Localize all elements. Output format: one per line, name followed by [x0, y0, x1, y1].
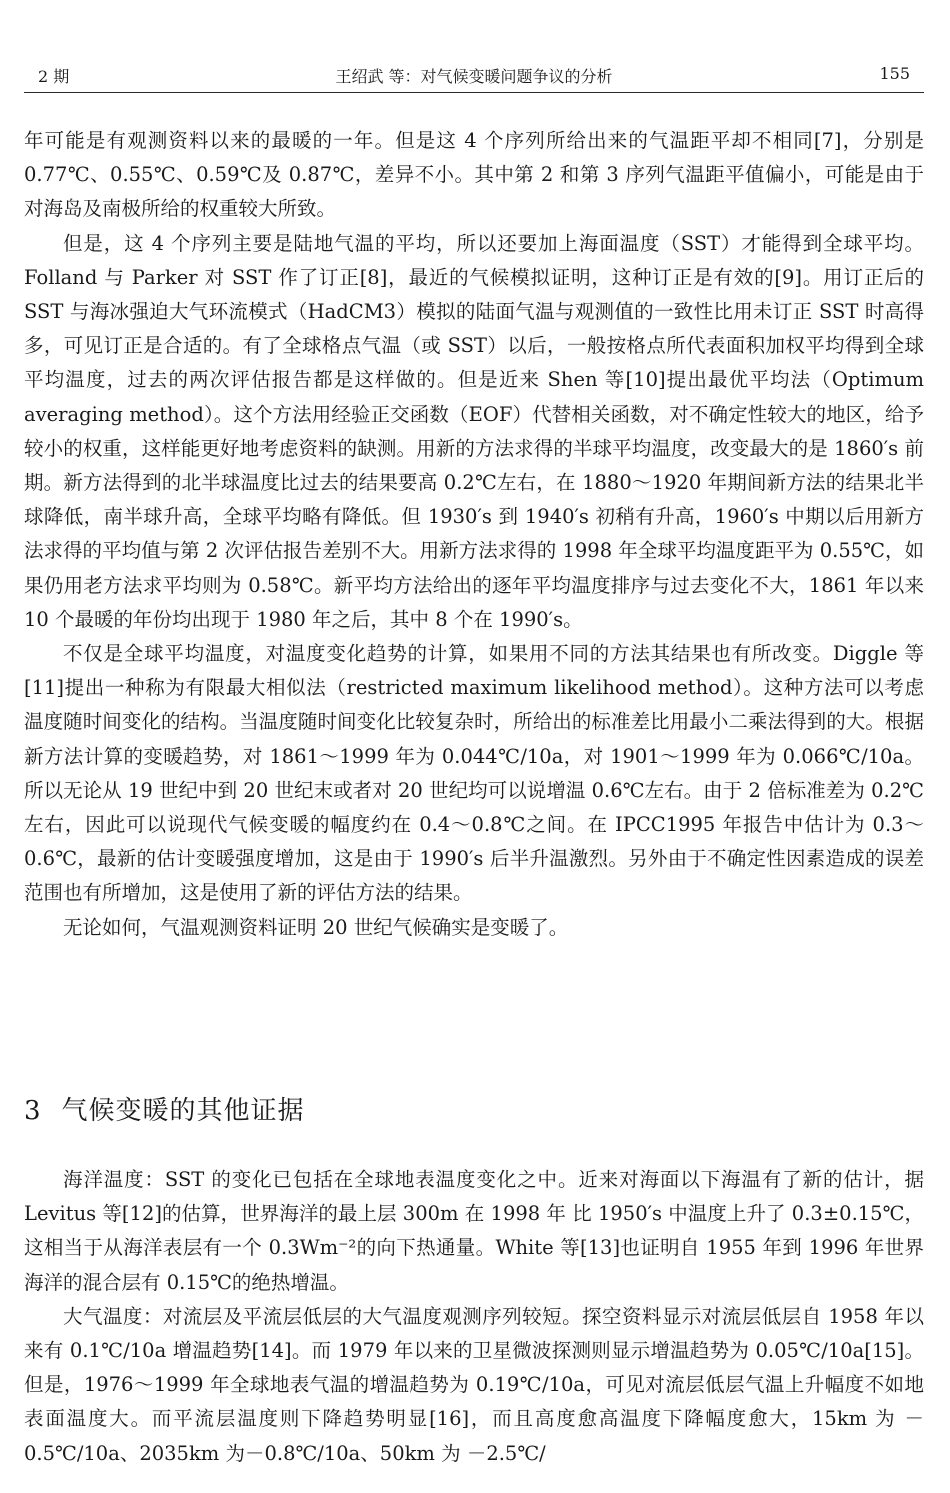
body-text-section-3 [24, 1163, 924, 1471]
section-number: 3 [24, 1096, 42, 1126]
body-text-section-2 [24, 124, 924, 945]
page-number: 155 [879, 64, 910, 83]
paragraph: 不仅是全球平均温度，对温度变化趋势的计算，如果用不同的方法其结果也有所改变。Diggle 等[11]提出一种称为有限最大相似法（restricted maximum likelihood method）。这种方法可以考虑温度随时间变化的结构。当温度随时间变化比较复杂时，所给出的标准差比用最小二乘法得到的大。根据新方法计算的变暖趋势，对 1861～1999 年为 0.044℃/10a，对 1901～1999 年为 0.066℃/10a。所以无论从 19 世纪中到 20 世纪末或者对 20 世纪均可以说增温 0.6℃左右。由于 2 倍标准差为 0.2℃左右，因此可以说现代气候变暖的幅度约在 0.4～0.8℃之间。在 IPCC1995 年报告中估计为 0.3～0.6℃，最新的估计变暖强度增加，这是由于 1990′s 后半升温激烈。另外由于不确定性因素造成的误差范围也有所增加，这是使用了新的评估方法的结果。 [24, 642, 924, 905]
running-header [24, 58, 924, 93]
section-heading [24, 1093, 305, 1129]
paragraph: 年可能是有观测资料以来的最暖的一年。但是这 4 个序列所给出来的气温距平却不相同[7]，分别是 0.77℃、0.55℃、0.59℃及 0.87℃，差异不小。其中第 2 和第 3 序列气温距平值偏小，可能是由于对海岛及南极所给的权重较大所致。 [24, 129, 924, 221]
paragraph: 大气温度：对流层及平流层低层的大气温度观测序列较短。探空资料显示对流层低层自 1958 年以来有 0.1℃/10a 增温趋势[14]。而 1979 年以来的卫星微波探测则显示增温趋势为 0.05℃/10a[15]。但是，1976～1999 年全球地表气温的增温趋势为 0.19℃/10a，可见对流层低层气温上升幅度不如地表面温度大。而平流层温度则下降趋势明显[16]，而且高度愈高温度下降幅度愈大，15km 为 －0.5℃/10a、2035km 为－0.8℃/10a、50km 为 －2.5℃/ [24, 1304, 924, 1465]
running-title: 王绍武 等：对气候变暖问题争议的分析 [335, 67, 613, 86]
paragraph: 但是，这 4 个序列主要是陆地气温的平均，所以还要加上海面温度（SST）才能得到全球平均。Folland 与 Parker 对 SST 作了订正[8]，最近的气候模拟证明，这种订正是有效的[9]。用订正后的 SST 与海冰强迫大气环流模式（HadCM3）模拟的陆面气温与观测值的一致性比用未订正 SST 时高得多，可见订正是合适的。有了全球格点气温（或 SST）以后，一般按格点所代表面积加权平均得到全球平均温度，过去的两次评估报告都是这样做的。但是近来 Shen 等[10]提出最优平均法（Optimum averaging method）。这个方法用经验正交函数（EOF）代替相关函数，对不确定性较大的地区，给予较小的权重，这样能更好地考虑资料的缺测。用新的方法求得的半球平均温度，改变最大的是 1860′s 前期。新方法得到的北半球温度比过去的结果要高 0.2℃左右，在 1880～1920 年期间新方法的结果北半球降低，南半球升高，全球平均略有降低。但 1930′s 到 1940′s 初稍有升高，1960′s 中期以后用新方法求得的平均值与第 2 次评估报告差别不大。用新方法求得的 1998 年全球平均温度距平为 0.55℃，如果仍用老方法求平均则为 0.58℃。新平均方法给出的逐年平均温度排序与过去变化不大，1861 年以来 10 个最暖的年份均出现于 1980 年之后，其中 8 个在 1990′s。 [24, 231, 924, 631]
paragraph: 海洋温度：SST 的变化已包括在全球地表温度变化之中。近来对海面以下海温有了新的估计，据 Levitus 等[12]的估算，世界海洋的最上层 300m 在 1998 年 比 1950′s 中温度上升了 0.3±0.15℃，这相当于从海洋表层有一个 0.3Wm⁻²的向下热通量。White 等[13]也证明自 1955 年到 1996 年世界海洋的混合层有 0.15℃的绝热增温。 [24, 1168, 924, 1294]
issue-number: 2 期 [38, 67, 70, 86]
section-title: 气候变暖的其他证据 [61, 1096, 305, 1126]
paragraph: 无论如何，气温观测资料证明 20 世纪气候确实是变暖了。 [63, 915, 569, 939]
